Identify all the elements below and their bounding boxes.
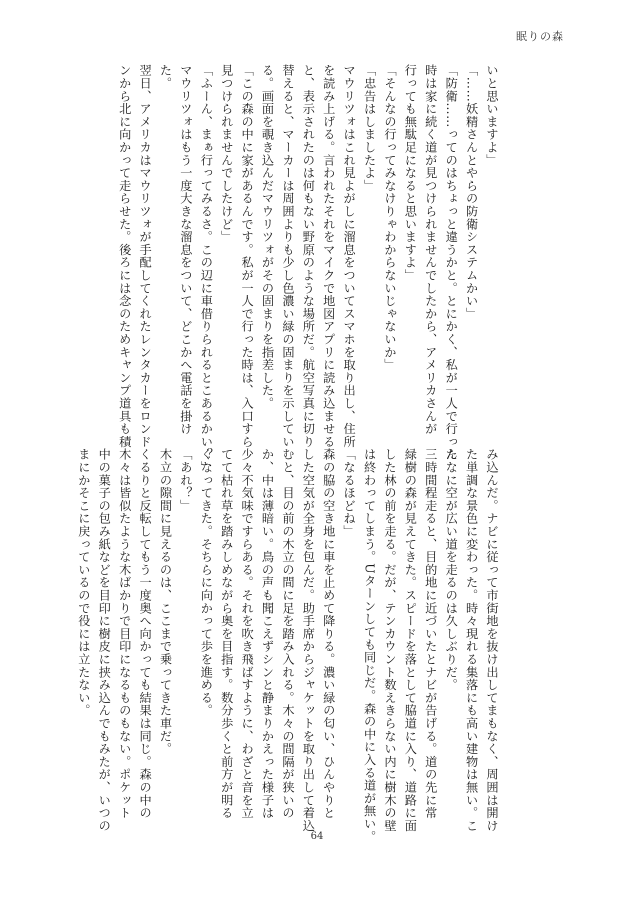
text-line: んなに空が広い道を走るのは久しぶりだ。: [444, 448, 459, 692]
text-line: 翌日、アメリカはマウリツォが手配してくれたレンタカーをロンド: [138, 64, 153, 448]
text-line: 「……妖精さんとやらの防衛システムかい」: [464, 64, 479, 320]
text-line: 替えると、マーカーは周囲よりも少し色濃い緑の固まりを示してい: [280, 64, 295, 448]
text-line: 森の脇の空き地に車を止めて降りる。濃い緑の匂い、ひんやりと: [321, 448, 336, 820]
text-line: 「この森の中に家があるんです。私が一人で行った時は、入口すら: [240, 64, 255, 448]
text-line: 三時間程走ると、目的地に近づいたとナビが告げる。道の先に常: [423, 448, 438, 820]
text-line: は終わってしまう。Uターンしても同じだ。森の中に入る道が無い。: [362, 448, 377, 843]
text-line: る。画面を覗き込んだマウリツォがその固まりを指差した。: [260, 64, 275, 410]
text-line: ンから北に向かって走らせた。後ろには念のためキャンプ道具も積: [117, 64, 132, 448]
text-line: 「忠告はしましたよ」: [362, 64, 377, 192]
text-line: を読み上げる。言われたそれをマイクで地図アプリに読み込ませる: [321, 64, 336, 448]
text-line: 中の菓子の包み紙などを目印に樹皮に挟み込んでもみたが、いつの: [97, 448, 112, 832]
text-line: した林の前を走る。だが、テンカウント数えきらない内に樹木の壁: [382, 448, 397, 832]
text-line: くなってきた。そちらに向かって歩を進める。: [199, 448, 214, 717]
text-line: た単調な景色に変わった。時々現れる集落にも高い建物は無い。こ: [464, 448, 479, 832]
text-line: マウリツォはこれ見よがしに溜息をついてスマホを取り出し、住所: [342, 64, 357, 448]
text-line: 見つけられませんでしたけど」: [219, 64, 234, 244]
text-line: 木立の隙間に見えるのは、ここまで乗ってきた車だ。: [158, 448, 173, 756]
text-line: むと、目の前の木立の間に足を踏み入れる。木々の間隔が狭いの: [280, 448, 295, 820]
text-line: み込んだ。ナビに従って市街地を抜け出してまもなく、周囲は開け: [485, 448, 499, 832]
text-line: 「あれ？」: [178, 448, 193, 512]
text-line: た。: [158, 64, 173, 90]
text-line: 「そんなの行ってみなけりゃわからないじゃないか」: [382, 64, 397, 372]
upper-text-block: [82, 64, 502, 474]
text-line: くるりと反転してもう一度奥へ向かっても結果は同じ。森の中の: [138, 448, 153, 820]
text-line: 「防衛……ってのはちょっと違うかと。とにかく、私が一人で行った: [444, 64, 459, 461]
text-line: 時は家に続く道が見つけられませんでしたから、アメリカさんが: [423, 64, 438, 436]
text-line: か、中は薄暗い。鳥の声も聞こえずシンと静まりかえった様子は: [260, 448, 275, 820]
text-line: した空気が全身を包んだ。助手席からジャケットを取り出して着込: [301, 448, 316, 832]
text-line: 少々不気味ですらある。それを吹き飛ばすように、わざと音を立: [240, 448, 255, 820]
page-number: 64: [310, 831, 324, 842]
running-header: 眠りの森: [516, 30, 564, 43]
text-line: てて枯れ草を踏みしめながら奥を目指す。数分歩くと前方が明る: [219, 448, 234, 820]
text-line: 木々は皆似たような木ばかりで目印になるものもない。ポケット: [117, 448, 132, 820]
text-line: マウリツォはもう一度大きな溜息をついて、どこかへ電話を掛け: [178, 64, 193, 436]
text-line: と、表示されたのは何もない野原のような場所だ。航空写真に切り: [301, 64, 316, 448]
text-line: 緑樹の森が見えてきた。スピードを落として脇道に入り、道路に面: [403, 448, 418, 832]
text-line: 「なるほどね」: [342, 448, 357, 538]
text-line: いと思いますよ」: [485, 64, 499, 167]
text-line: まにかそこに戻っているので役には立たない。: [76, 448, 91, 717]
text-line: 行っても無駄足になると思いますよ」: [403, 64, 418, 282]
text-line: 「ふーん、まぁ行ってみるさ。この辺に車借りられるとこあるかい？」: [199, 64, 214, 474]
